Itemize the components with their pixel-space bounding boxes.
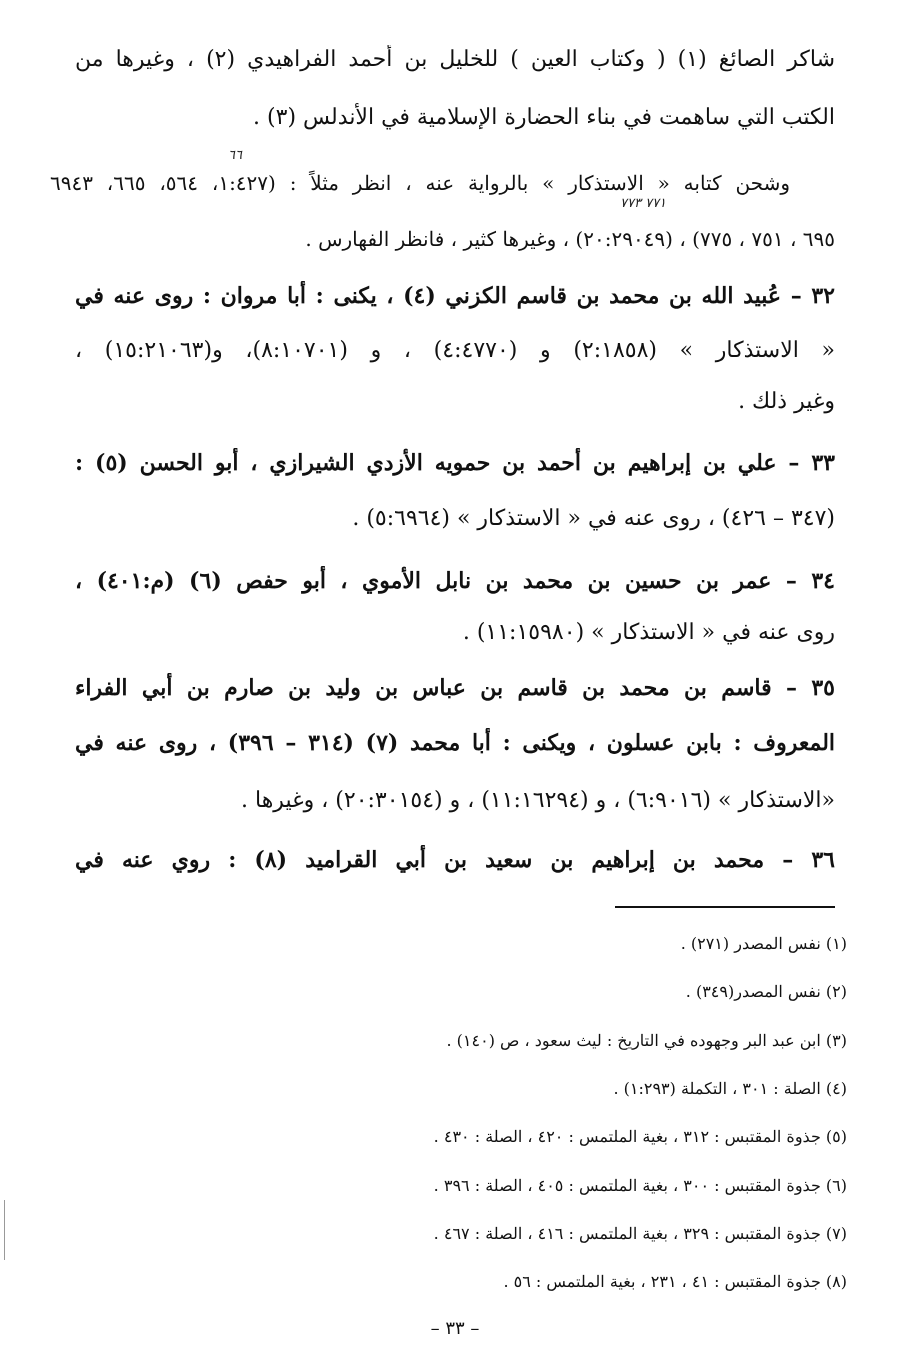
handwritten-annotation-1: ٦٦	[228, 148, 242, 163]
footnote-5: (٥) جذوة المقتبس : ٣١٢ ، بغية الملتمس : ٤٢٠ ، الصلة : ٤٣٠ .	[433, 1127, 847, 1146]
body-line-7: وغير ذلك .	[738, 389, 835, 414]
entry-36-heading: ٣٦ – محمد بن إبراهيم بن سعيد بن أبي القراميد (٨) : روي عنه في	[75, 847, 835, 873]
entry-34-heading: ٣٤ – عمر بن حسين بن محمد بن نابل الأموي ، أبو حفص (٦) (م:٤٠١) ،	[75, 568, 835, 594]
footnote-2: (٢) نفس المصدر(٣٤٩) .	[685, 982, 847, 1001]
footnote-4: (٤) الصلة : ٣٠١ ، التكملة (١:٢٩٣) .	[613, 1079, 847, 1098]
handwritten-annotation-2: ٧٧١ ٧٧٣	[620, 196, 667, 211]
page-number: – ٣٣ –	[430, 1318, 480, 1339]
entry-35-heading: ٣٥ – قاسم بن محمد بن قاسم بن عباس بن وليد بن صارم بن أبي الفراء	[75, 675, 835, 701]
scan-margin-mark	[4, 1200, 5, 1260]
entry-33-heading: ٣٣ – علي بن إبراهيم بن أحمد بن حمويه الأزدي الشيرازي ، أبو الحسن (٥) :	[75, 450, 835, 476]
body-line-2: الكتب التي ساهمت في بناء الحضارة الإسلامية في الأندلس (٣) .	[253, 105, 835, 130]
footnote-3: (٣) ابن عبد البر وجهوده في التاريخ : ليث سعود ، ص (١٤٠) .	[446, 1031, 847, 1050]
body-line-11: روى عنه في « الاستذكار » (١١:١٥٩٨٠) .	[462, 620, 835, 645]
body-line-14: «الاستذكار » (٦:٩٠١٦) ، و (١١:١٦٢٩٤) ، و (٢٠:٣٠١٥٤) ، وغيرها .	[241, 788, 835, 813]
body-line-9: (٣٤٧ – ٤٢٦) ، روى عنه في « الاستذكار » (٥:٦٩٦٤) .	[352, 506, 835, 531]
body-line-6: « الاستذكار » (٢:١٨٥٨) و (٤:٤٧٧٠) ، و (٨:١٠٧٠١)، و(١٥:٢١٠٦٣) ،	[75, 338, 835, 363]
body-line-1: شاكر الصائغ (١) ( وكتاب العين ) للخليل بن أحمد الفراهيدي (٢) ، وغيرها من	[75, 47, 835, 72]
footnote-6: (٦) جذوة المقتبس : ٣٠٠ ، بغية الملتمس : ٤٠٥ ، الصلة : ٣٩٦ .	[433, 1176, 847, 1195]
body-line-3: وشحن كتابه « الاستذكار » بالرواية عنه ، انظر مثلاً : (١:٤٢٧، ٥٦٤، ٦٦٥، ٦٩٤٣	[50, 171, 790, 195]
entry-32-heading: ٣٢ – عُبيد الله بن محمد بن قاسم الكزني (٤) ، يكنى : أبا مروان : روى عنه في	[75, 283, 835, 309]
footnote-8: (٨) جذوة المقتبس : ٤١ ، ٢٣١ ، بغية الملتمس : ٥٦ .	[503, 1272, 847, 1291]
footnote-separator	[615, 906, 835, 908]
footnote-1: (١) نفس المصدر (٢٧١) .	[680, 934, 847, 953]
body-line-4: ٦٩٥ ، ٧٥١ ، ٧٧٥) ، (٢٠:٢٩٠٤٩) ، وغيرها كثير ، فانظر الفهارس .	[305, 227, 835, 251]
body-line-13: المعروف : بابن عسلون ، ويكنى : أبا محمد (٧) (٣١٤ – ٣٩٦) ، روى عنه في	[75, 730, 835, 756]
footnote-7: (٧) جذوة المقتبس : ٣٢٩ ، بغية الملتمس : ٤١٦ ، الصلة : ٤٦٧ .	[433, 1224, 847, 1243]
